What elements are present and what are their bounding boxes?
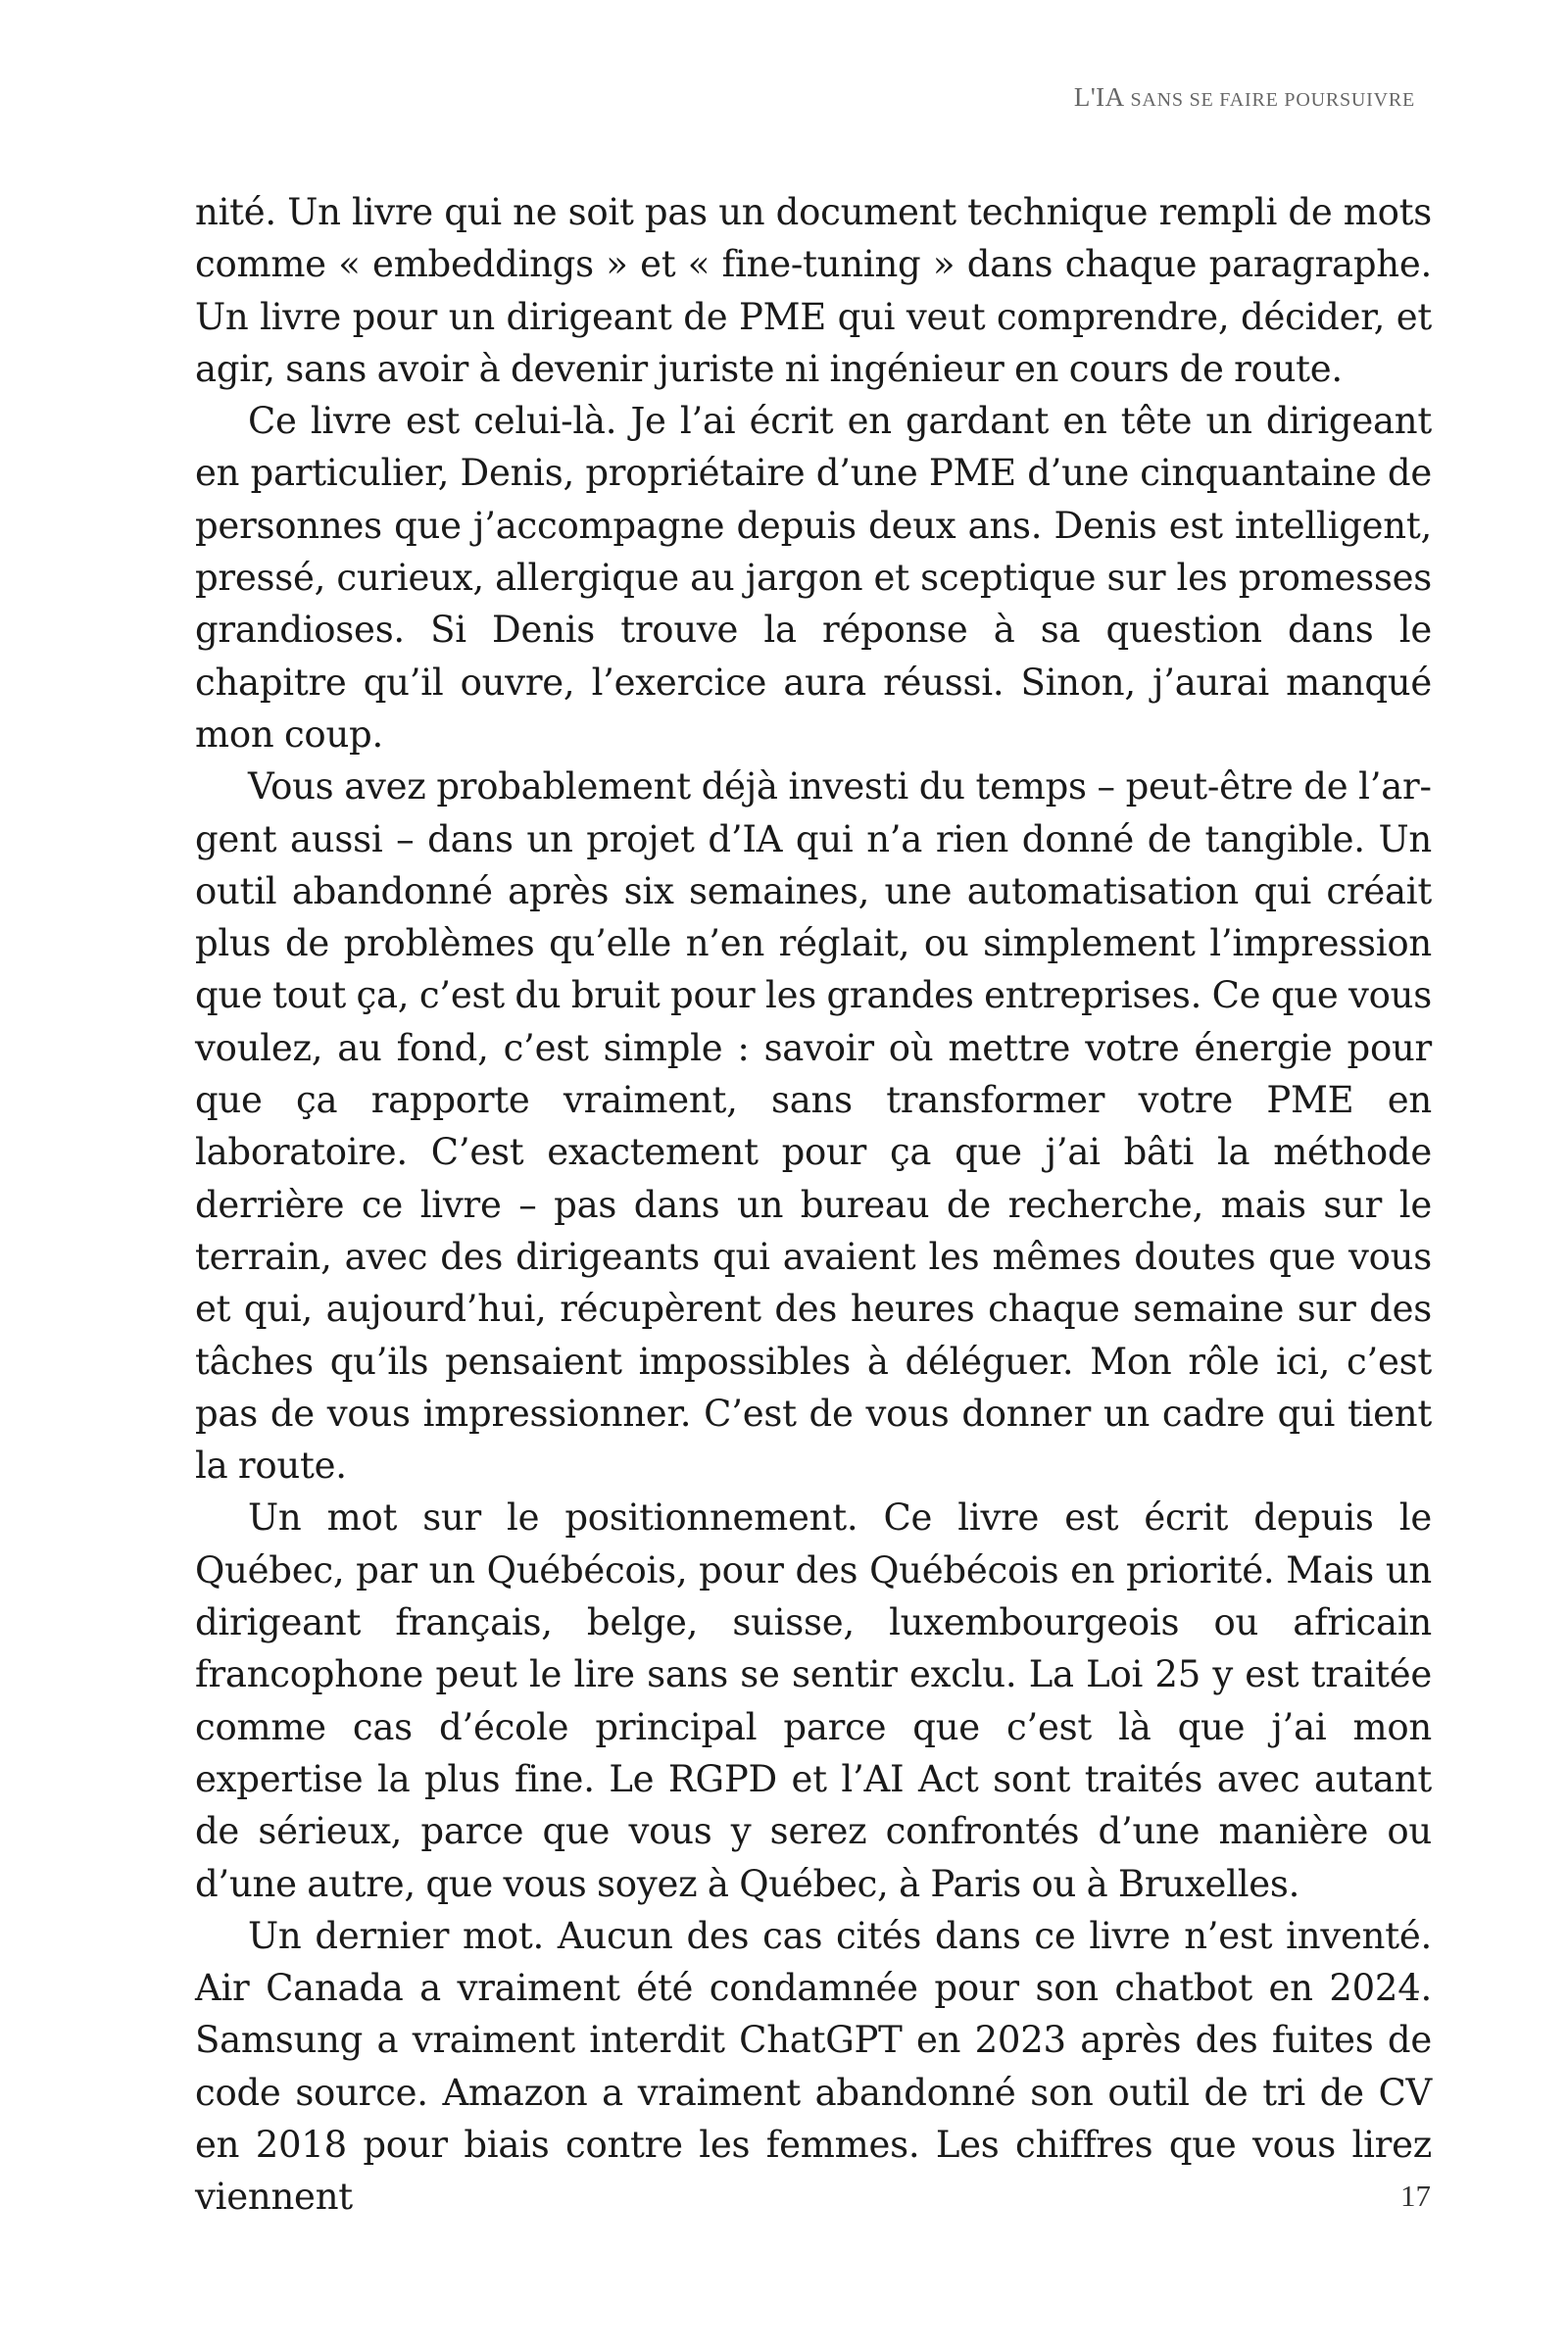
paragraph: Ce livre est celui-là. Je l’ai écrit en gardant en tête un dirigeant en particulier, Denis, propriétaire d’une PME d’une cinquantaine de personnes que j’accompagne depuis deux ans. Denis est intelligent, pressé, curieux, allergique au jargon et sceptique sur les promesses grandioses. Si Denis trouve la réponse à sa question dans le chapitre qu’il ouvre, l’exercice aura réussi. Sinon, j’aurai manqué mon coup. <box>195 400 1432 756</box>
running-header <box>1074 82 1415 113</box>
paragraph: Vous avez probablement déjà investi du temps – peut-être de l’argent aussi – dans un projet d’IA qui n’a rien donné de tangible. Un outil abandonné après six semaines, une automatisation qui créait plus de problèmes qu’elle n’en réglait, ou simplement l’impression que tout ça, c’est du bruit pour les grandes entreprises. Ce que vous voulez, au fond, c’est simple : savoir où mettre votre énergie pour que ça rapporte vraiment, sans transformer votre PME en laboratoire. C’est exactement pour ça que j’ai bâti la méthode derrière ce livre – pas dans un bureau de recherche, mais sur le terrain, avec des dirigeants qui avaient les mêmes doutes que vous et qui, aujourd’hui, récupèrent des heures chaque semaine sur des tâches qu’ils pensaient impossibles à déléguer. Mon rôle ici, c’est pas de vous impressionner. C’est de vous donner un cadre qui tient la route. <box>195 765 1432 1488</box>
paragraph-continued: nité. Un livre qui ne soit pas un document technique rempli de mots comme « embeddings » et « fine-tuning » dans chaque paragraphe. Un livre pour un dirigeant de PME qui veut comprendre, décider, et agir, sans avoir à devenir juriste ni ingénieur en cours de route. <box>195 191 1432 390</box>
running-header-title: L'IA <box>1073 82 1124 112</box>
running-header-subtitle: SANS SE FAIRE POURSUIVRE <box>1130 89 1415 111</box>
paragraph: Un mot sur le positionnement. Ce livre est écrit depuis le Québec, par un Québécois, pour des Québécois en priorité. Mais un dirigeant français, belge, suisse, luxembourgeois ou africain francophone peut le lire sans se sentir exclu. La Loi 25 y est traitée comme cas d’école principal parce que c’est là que j’ai mon expertise la plus fine. Le RGPD et l’AI Act sont traités avec autant de sérieux, parce que vous y serez confrontés d’une manière ou d’une autre, que vous soyez à Québec, à Paris ou à Bruxelles. <box>195 1496 1432 1905</box>
page-number: 17 <box>1400 2179 1431 2213</box>
body-text <box>195 186 1432 2224</box>
paragraph: Un dernier mot. Aucun des cas cités dans ce livre n’est inventé. Air Canada a vraiment été condamnée pour son chatbot en 2024. Samsung a vraiment interdit ChatGPT en 2023 après des fuites de code source. Amazon a vraiment abandonné son outil de tri de CV en 2018 pour biais contre les femmes. Les chiffres que vous lirez viennent <box>195 1914 1432 2219</box>
